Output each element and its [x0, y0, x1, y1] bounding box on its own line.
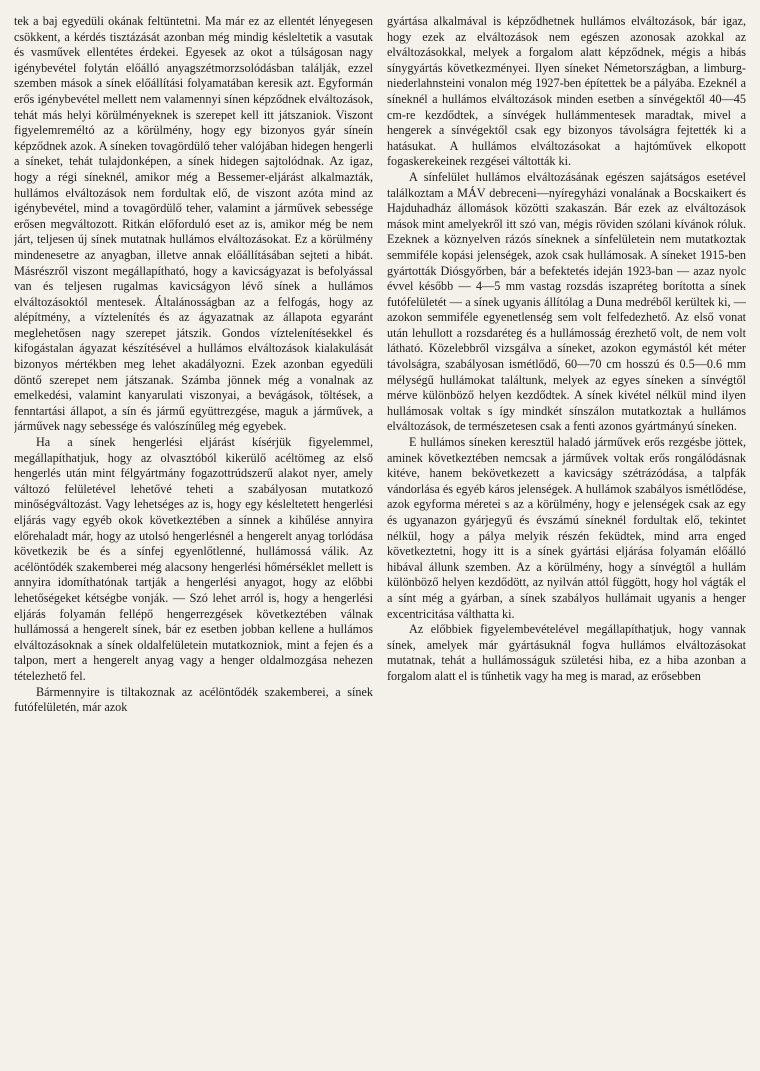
- paragraph: E hullámos síneken keresztül haladó járművek erős rezgésbe jöttek, aminek következtében nemcsak a járművek voltak erős rongálódásnak kitéve, hanem bekövetkezett a kavicságy szétrázódása, a talpfák vándorlása és egyéb káros jelenségek. A hullámok szabályos ismétlődése, azok egyforma méretei s az a körülmény, hogy e jelenségek csak az egy és ugyanazon gyárjegyű és évszámú síneknél fordultak elő, tekintet nélkül, hogy a pálya melyik részén feküdtek, mind arra enged következtetni, hogy itt is a sínek gyártási eljárása folyamán előálló hibával állunk szemben. Az a körülmény, hogy a sínvégtől a hullám különböző helyen kezdődött, az nyilván attól függött, hogy hol vágták el a sínt még a gyárban, a sínek szabályos hullámait ugyanis a henger excentricitása válthatta ki.: [387, 435, 746, 621]
- paragraph: Az előbbiek figyelembevételével megállapíthatjuk, hogy vannak sínek, amelyek már gyártásuknál fogva hullámos elváltozásokat mutatnak, tehát a hullámosságuk születési hiba, ez a hiba azonban a forgalom alatt el is tűnhetik vagy ha meg is marad, az erősebben: [387, 622, 746, 683]
- paragraph: A sínfelület hullámos elváltozásának egészen sajátságos esetével találkoztam a MÁV debreceni—nyíregyházi vonalának a Bocskaikert és Hajduhadház állomások közötti szakaszán. Bár ezek az elváltozások mások mint amelyekről itt szó van, mégis röviden szólani kívánok róluk. Ezeknek a köznyelven rázós síneknek a sínfelületein nem mutatkoztak semmiféle kopási jelenségek, azok csak hullámosak. A síneket 1915-ben gyártották Diósgyőrben, bár a befektetés ideján 1923-ban — azaz nyolc évvel később — 4—5 mm vastag rozsdás iszapréteg borította a sínek futófelületét — a sínek ugyanis állítólag a Duna medréből kerültek ki, — azokon semmiféle egyenetlenség sem volt felfedezhető. Az első vonat után lehullott a rozsdaréteg és a hullámosság érezhető volt, de nem volt látható. Közelebbről vizsgálva a síneket, azokon egymástól két méter távolságra, szabályosan ismétlődő, 60—70 cm hosszú és 0.5—0.6 mm mélységű hullámokat találtunk, melyek az egyes síneken a sínvégtől mérve különböző helyen kezdődtek. A sínek kivétel nélkül mind ilyen hullámosak voltak s így mindkét sínszálon mutatkoztak a hullámos elváltozások, de természetesen csak a fenti azonos gyártmányú síneken.: [387, 169, 746, 434]
- paragraph: gyártása alkalmával is képződhetnek hullámos elváltozások, bár igaz, hogy ezek az elváltozások nem egészen azonosak azokkal az elváltozásokkal, melyek a forgalom alatt képződnek, mégis a hibás sínygyártás következményei. Ilyen síneket Németországban, a limburg-niederlahnsteini vonalon még 1927-ben építettek be a pályába. Ezeknél a síneknél a hullámos elváltozások minden esetben a sínvégektől 40—45 cm-re kezdődtek, a sínvégek hullámmentesek maradtak, mivel a hengerek a sínvégektől csak egy bizonyos távolságra fejtették ki a hatásukat. A hullámos elváltozásokat a hajtóművek elkopott fogaskerekeinek rezgései váltották ki.: [387, 14, 746, 169]
- right-column: [387, 14, 746, 1071]
- left-column: [14, 14, 373, 1071]
- paragraph: Bármennyire is tiltakoznak az acélöntődék szakemberei, a sínek futófelületén, már azok: [14, 684, 373, 715]
- paragraph: Ha a sínek hengerlési eljárást kísérjük figyelemmel, megállapíthatjuk, hogy az olvasztóból kikerülő acéltömeg az első hengerlés után mint félgyártmány fogazottrúdszerű alakot nyer, amely változó felületével lehetővé teheti a szabályosan mutatkozó minőségváltozást. Vagy lehetséges az is, hogy egy késleltetett hengerlési eljárás vagy egyéb okok következtében a sínnek a kihűlése annyira előrehaladt már, hogy az utolsó hengerlésnél a hengerelt anyag torlódása következik be és a sínfej egyenlőtlenné, hullámossá válik. Az acélöntődék szakemberei még alacsony hengerlési hőmérséklet mellett is annyira idomíthatónak tartják a hengerlési anyagot, hogy az előbbi lehetőségeket kétségbe vonják. — Szó lehet arról is, hogy a hengerlési eljárás folyamán fellépő hengerrezgések következtében válnak hullámossá a hengerelt sínek, bár ez esetben jobban kellene a hullámos elváltozásoknak a sínek oldalfelületein mutatkozniok, mint a fejen és a talpon, mert a hengerelt anyag vagy a henger oldalmozgása nehezen tételezhető fel.: [14, 435, 373, 683]
- paragraph: tek a baj egyedüli okának feltüntetni. Ma már ez az ellentét lényegesen csökkent, a kérdés tisztázását azonban még mindig késleltetik a vasutak és vasművek ellentétes érdekei. Egyesek az okot a túlságosan nagy igénybevétel folytán előálló anyagszétmorzsolódásban találják, ezzel szemben mások a sínek előállítási folyamatában keresik azt. Egyformán erős igénybevétel mellett nem valamennyi sínen képződnek elváltozások, tehát más helyi körülményeknek is szerepet kell itt játszaniok. Viszont figyelemreméltó az a körülmény, hogy egy bizonyos gyár síneín képződnek azok. A síneken tovagördülő teher valójában hidegen hengerli a síneket, tehát tulajdonképen, a sínek hidegen sajtolódnak. Az igaz, hogy a régi síneknél, amikor még a Bessemer-eljárást alkalmazták, hullámos elváltozások nem fordultak elő, de viszont azóta mind az igénybevétel, mind a tovagördülő teher, valamint a járművek sebessége erősen megváltozott. Ritkán előforduló eset az is, amikor még be nem járt, teljesen új sínek mutatnak hullámos elváltozásokat. Ez a körülmény mindenesetre az anyagban, illetve annak előállításában sejteti a hibát. Másrészről viszont megállapítható, hogy a kavicságyazat is befolyással van és teljesen rugalmas kavicságyon lévő sínek a hullámos elváltozásoktól mentesek. Általánosságban az a felfogás, hogy az alépítmény, a víztelenítés és az ágyazatnak az állapota egyaránt meglehetősen nagy szerepet játszik. Gondos víztelenítésekkel és kifogástalan ágyazat készítésével a hullámos elváltozások kialakulását bizonyos mértékben meg lehet akadályozni. Ezek azonban egyedüli döntő szerepet nem játszanak. Számba jönnek még a vonalnak az emelkedési, valamint kanyarulati viszonyai, a bevágások, töltések, a fenntartási állapot, a sín és jármű együttrezgése, maguk a járművek, a járművek nagy sebessége és valószínűleg még egyebek.: [14, 14, 373, 434]
- text-columns: [14, 14, 746, 1071]
